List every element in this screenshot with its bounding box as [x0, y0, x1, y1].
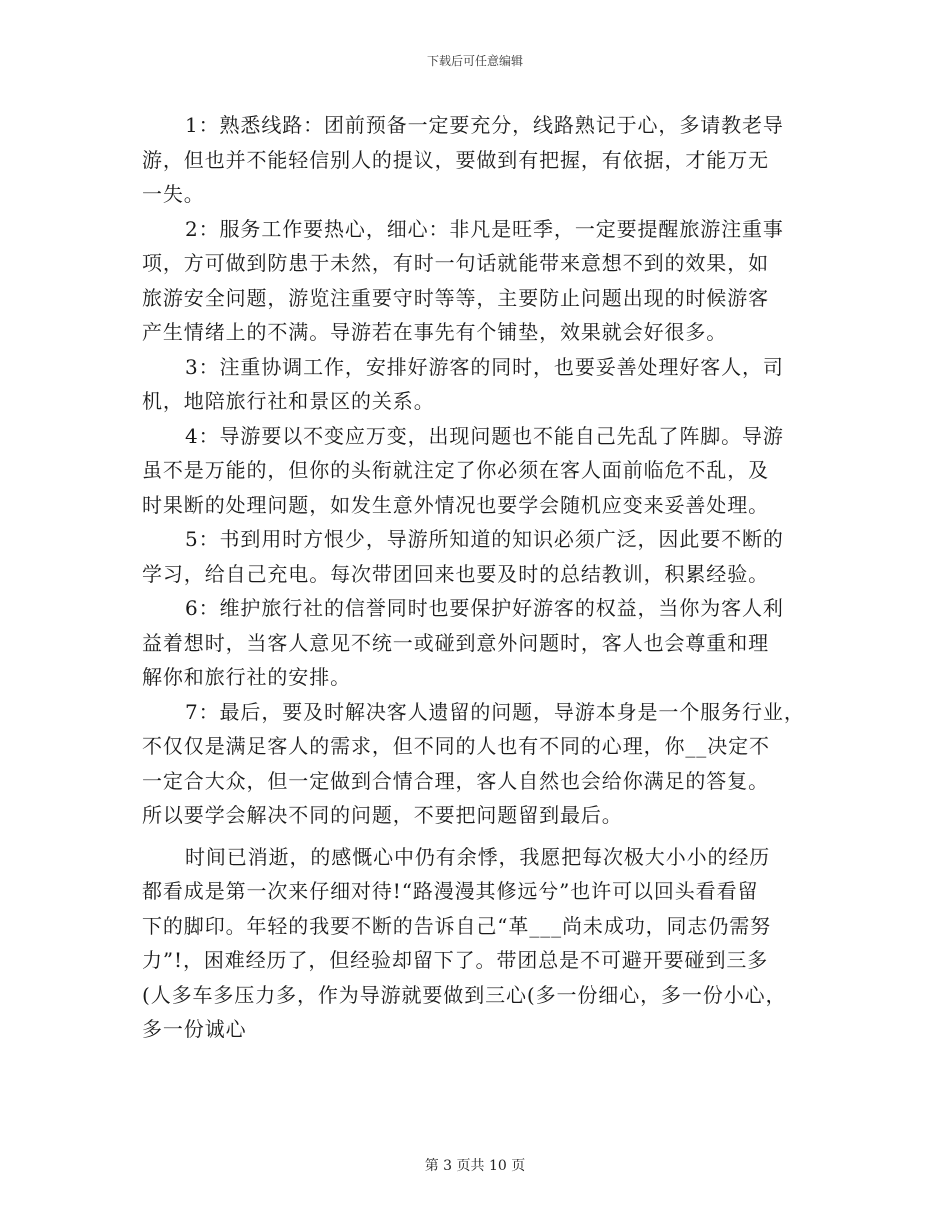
text-line: 旅游安全问题，游览注重要守时等等，主要防止问题出现的时候游客 [142, 285, 769, 310]
text-line: 下的脚印。年轻的我要不断的告诉自己“革___尚未成功，同志仍需努 [142, 913, 772, 938]
text-line: 不仅仅是满足客人的需求，但不同的人也有不同的心理，你__决定不 [142, 734, 770, 758]
text-line: 所以要学会解决不同的问题，不要把问题留到最后。 [142, 803, 623, 827]
text-line: 5：书到用时方恨少，导游所知道的知识必须广泛，因此要不断的 [185, 527, 784, 551]
text-line: 益着想时，当客人意见不统一或碰到意外问题时，客人也会尊重和理 [142, 630, 769, 655]
text-line: 6：维护旅行社的信誉同时也要保护好游客的权益，当你为客人利 [185, 596, 784, 620]
text-line: 时间已消逝，的感慨心中仍有余悸，我愿把每次极大小小的经历 [185, 844, 771, 869]
page-header: 下载后可任意编辑 [426, 54, 523, 68]
paragraph-gap [142, 833, 822, 840]
text-line: 1：熟悉线路：团前预备一定要充分，线路熟记于心，多请教老导 [185, 113, 784, 137]
text-line: 4：导游要以不变应万变，出现问题也不能自己先乱了阵脚。导游 [185, 423, 784, 448]
text-line: (人多车多压力多，作为导游就要做到三心(多一份细心，多一份小心， [142, 982, 787, 1007]
text-line: 解你和旅行社的安排。 [142, 665, 351, 689]
text-line: 项，方可做到防患于未然，有时一句话就能带来意想不到的效果，如 [142, 251, 769, 275]
text-line: 学习，给自己充电。每次带团回来也要及时的总结教训，积累经验。 [142, 561, 769, 586]
text-line: 一定合大众，但一定做到合情合理，客人自然也会给你满足的答复。 [142, 768, 769, 793]
text-line: 产生情绪上的不满。导游若在事先有个铺垫，效果就会好很多。 [142, 320, 728, 344]
text-line: 3：注重协调工作，安排好游客的同时，也要妥善处理好客人，司 [185, 354, 784, 379]
text-line: 时果断的处理问题，如发生意外情况也要学会随机应变来妥善处理。 [142, 492, 769, 517]
text-line: 力”!，困难经历了，但经验却留下了。带团总是不可避开要碰到三多 [142, 948, 769, 972]
text-line: 2：服务工作要热心，细心：非凡是旺季，一定要提醒旅游注重事 [185, 216, 784, 241]
text-line: 多一份诚心 [142, 1017, 247, 1041]
text-line: 7：最后，要及时解决客人遗留的问题，导游本身是一个服务行业， [185, 699, 805, 724]
document-body [142, 108, 822, 1047]
page-footer: 第 3 页共 10 页 [424, 1158, 526, 1174]
text-line: 机，地陪旅行社和景区的关系。 [142, 389, 435, 413]
text-line: 都看成是第一次来仔细对待!“路漫漫其修远兮”也许可以回头看看留 [142, 879, 759, 903]
text-line: 虽不是万能的，但你的头衔就注定了你必须在客人面前临危不乱，及 [142, 458, 769, 482]
text-line: 游，但也并不能轻信别人的提议，要做到有把握，有依据，才能万无 [142, 147, 769, 172]
text-line: 一失。 [142, 182, 205, 206]
